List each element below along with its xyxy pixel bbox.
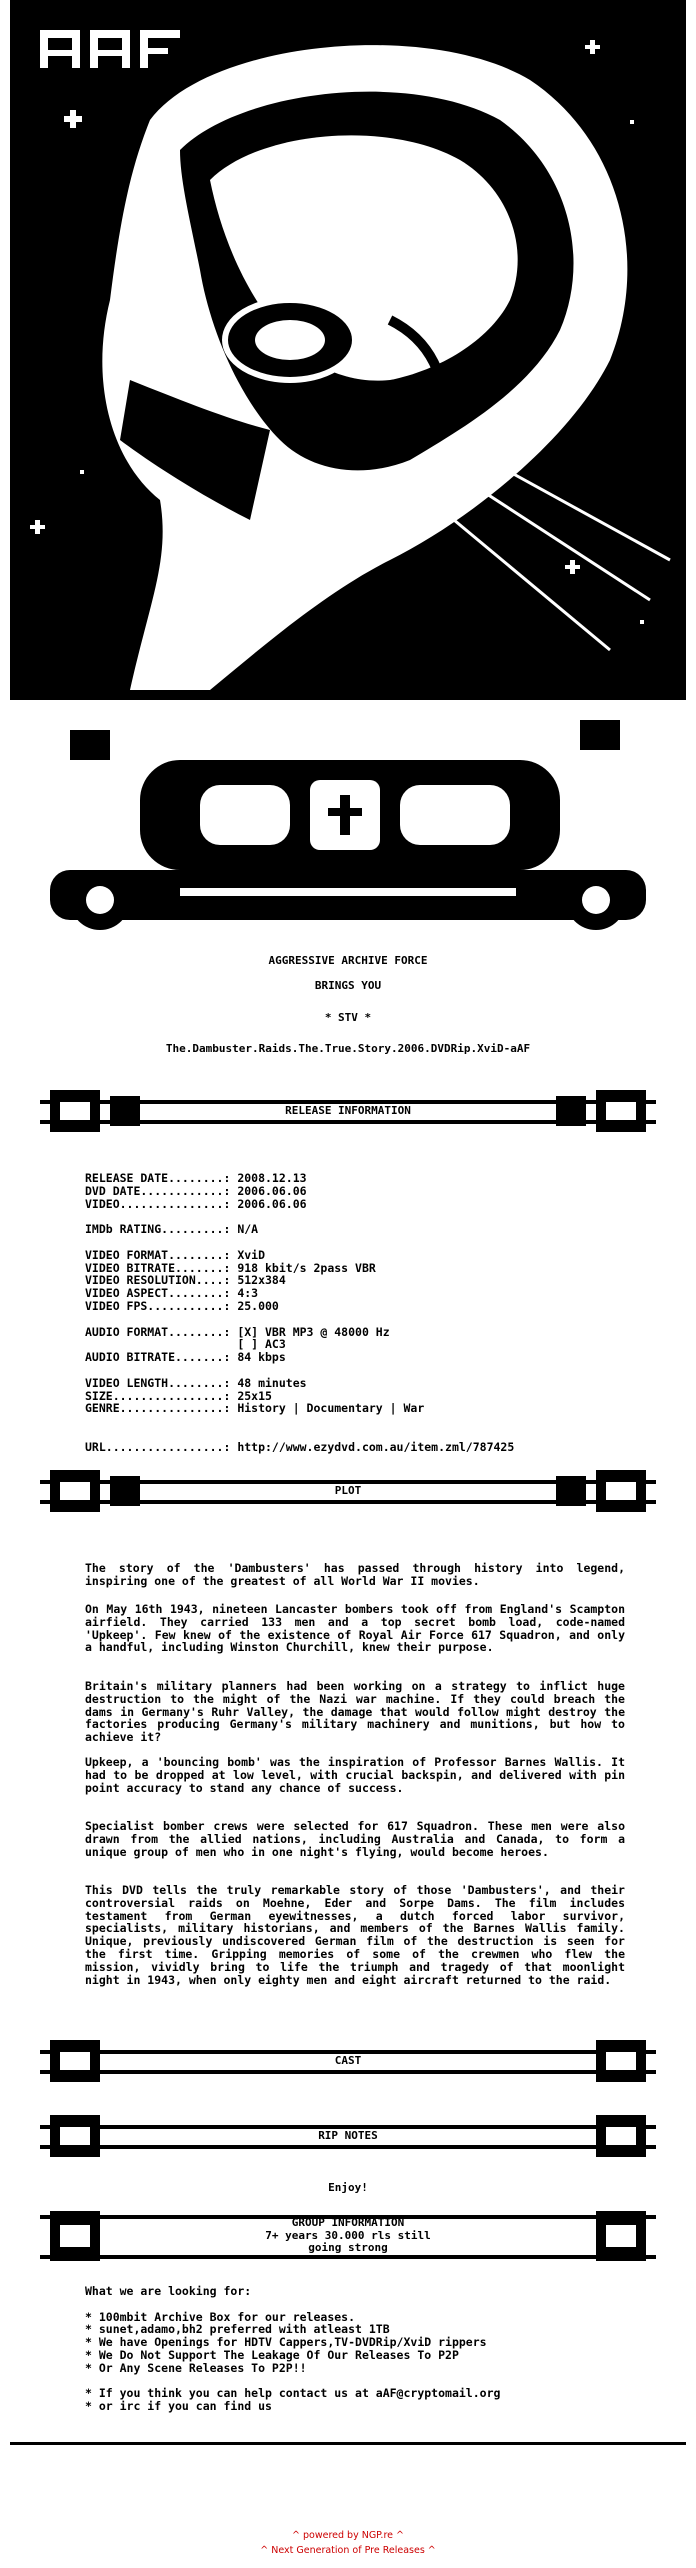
imdb-rating: IMDb RATING.........: N/A — [85, 1222, 259, 1237]
footer-line-2: ^ Next Generation of Pre Releases ^ — [260, 2545, 436, 2556]
list-item: * We Do Not Support The Leakage Of Our Releases To P2P — [85, 2347, 459, 2362]
plot-paragraph-1: The story of the 'Dambusters' has passed through history into legend, inspiring one of the greatest of all World War II movies. — [85, 1561, 625, 1588]
cast-banner — [40, 2030, 656, 2090]
video-aspect: VIDEO ASPECT........: 4:3 — [85, 1286, 259, 1301]
video-fps: VIDEO FPS...........: 25.000 — [85, 1298, 279, 1313]
plot-paragraph-3: Britain's military planners had been working on a strategy to inflict huge destruction to the might of the Nazi war machine. If they could breach the dams in Germany's Ruhr Valley, the damage that would follow might destroy the factories producing Germany's military machinery and munitions, but how to achieve it? — [85, 1679, 625, 1745]
list-item: * Or Any Scene Releases To P2P!! — [85, 2360, 307, 2375]
release-date: RELEASE DATE........: 2008.12.13 — [85, 1171, 307, 1185]
plot-paragraph-2: On May 16th 1943, nineteen Lancaster bombers took off from England's Scampton airfield. They carried 133 men and a top secret bomb load, code-named 'Upkeep'. Few knew of the existence of Royal Air Force 617 Squadron, and only a handful, including Winston Churchill, knew their purpose. — [85, 1602, 625, 1655]
rip-notes-text: Enjoy! — [328, 2181, 368, 2194]
contact-line-1: * If you think you can help contact us at aAF@cryptomail.org — [85, 2386, 501, 2401]
section-title: CAST — [334, 2054, 362, 2067]
intro-line-2: BRINGS YOU — [314, 979, 382, 992]
video-length: VIDEO LENGTH........: 48 minutes — [85, 1375, 307, 1390]
looking-for-heading: What we are looking for: — [85, 2284, 252, 2298]
release-info-block — [85, 1172, 514, 1454]
audio-format: AUDIO FORMAT........: [X] VBR MP3 @ 48000 Hz — [85, 1324, 390, 1339]
plot-paragraph-5: Specialist bomber crews were selected for 617 Squadron. These men were also drawn from the allied nations, including Australia and Canada, to form a unique group of men who in one night's flying, would become heroes. — [85, 1819, 625, 1859]
release-name: The.Dambuster.Raids.The.True.Story.2006.DVDRip.XviD-aAF — [165, 1042, 531, 1055]
plot-paragraph-4: Upkeep, a 'bouncing bomb' was the inspiration of Professor Barnes Wallis. It had to be dropped at low level, with crucial backspin, and delivered with pin point accuracy to stand any chance of success. — [85, 1755, 625, 1795]
group-info-block — [85, 2285, 500, 2413]
intro-line-3: * STV * — [324, 1011, 372, 1024]
list-item: * 100mbit Archive Box for our releases. — [85, 2309, 356, 2324]
video-format: VIDEO FORMAT........: XviD — [85, 1247, 266, 1262]
dvd-date: DVD DATE............: 2006.06.06 — [85, 1183, 307, 1198]
video-bitrate: VIDEO BITRATE.......: 918 kbit/s 2pass VBR — [85, 1260, 376, 1275]
section-title: GROUP INFORMATION — [291, 2216, 405, 2229]
list-item: * We have Openings for HDTV Cappers,TV-DVDRip/XviD rippers — [85, 2335, 487, 2350]
contact-line-2: * or irc if you can find us — [85, 2399, 272, 2414]
genre: GENRE...............: History | Documentary | War — [85, 1401, 425, 1416]
plot-paragraph-6: This DVD tells the truly remarkable story of those 'Dambusters', and their controversial raids on Moehne, Eder and Sorpe Dams. The film includes testament from German eyewitnesses, a dutch forced labor survivor, specialists, military historians, and members of the Barnes Wallis family. Unique, previously undiscovered German film of the destruction is seen for the first time. Gripping memories of some of the crewmen who flew the mission, vividly bring to life the triumph and tragedy of that moonlight night in 1943, when only eighty men and eight aircraft returned to the raid. — [85, 1883, 625, 1987]
release-info-banner — [40, 1080, 656, 1140]
face-artwork — [10, 0, 686, 700]
footer-line-1: ^ powered by NGP.re ^ — [292, 2530, 404, 2541]
group-info-line-2: going strong — [308, 2241, 388, 2254]
group-info-banner — [40, 2205, 656, 2265]
size: SIZE................: 25x15 — [85, 1388, 272, 1403]
url: URL.................: http://www.ezydvd.com.au/item.zml/787425 — [85, 1439, 515, 1454]
section-title: PLOT — [334, 1484, 362, 1497]
section-title: RELEASE INFORMATION — [285, 1104, 411, 1117]
plot-banner — [40, 1460, 656, 1520]
video-date: VIDEO...............: 2006.06.06 — [85, 1196, 307, 1211]
audio-bitrate: AUDIO BITRATE.......: 84 kbps — [85, 1350, 286, 1365]
video-resolution: VIDEO RESOLUTION....: 512x384 — [85, 1273, 286, 1288]
section-title: RIP NOTES — [318, 2129, 378, 2142]
list-item: * sunet,adamo,bh2 preferred with atleast 1TB — [85, 2322, 390, 2337]
intro-line-1: AGGRESSIVE ARCHIVE FORCE — [268, 954, 428, 967]
bottom-divider — [10, 2442, 686, 2445]
audio-format-2: [ ] AC3 — [85, 1337, 286, 1352]
rip-notes-banner — [40, 2105, 656, 2165]
group-logo-artwork — [40, 700, 656, 940]
group-info-line-1: 7+ years 30.000 rls still — [265, 2228, 431, 2242]
